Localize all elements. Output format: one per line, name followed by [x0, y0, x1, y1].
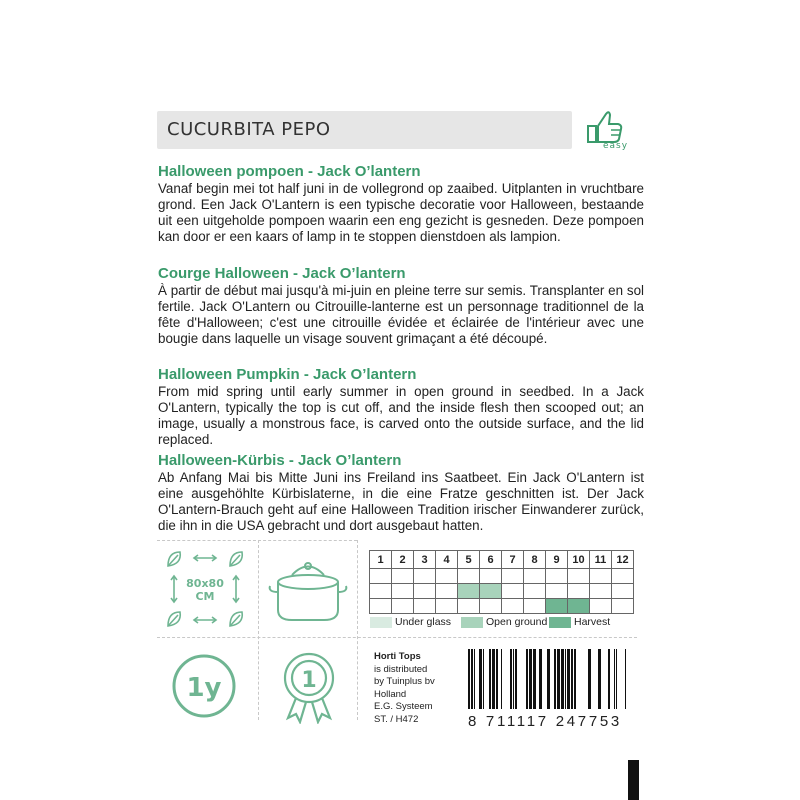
barcode-bar	[567, 649, 570, 709]
species-name: CUCURBITA PEPO	[167, 119, 331, 140]
divider	[157, 637, 637, 638]
section-german	[158, 452, 644, 534]
barcode-bar	[496, 649, 498, 709]
barcode-bar	[561, 649, 564, 709]
legend-harvest	[549, 616, 610, 628]
species-banner	[157, 111, 572, 149]
calendar-month-label: 8	[524, 551, 546, 569]
easy-label: easy	[603, 141, 629, 151]
calendar-cell	[568, 599, 590, 614]
section-title: Halloween-Kürbis - Jack O’lantern	[158, 452, 402, 469]
calendar-month-label: 1	[370, 551, 392, 569]
legend-swatch	[461, 617, 483, 628]
divider	[357, 540, 358, 720]
calendar-month-label: 7	[502, 551, 524, 569]
calendar-cell	[590, 599, 612, 614]
calendar-cell	[612, 599, 634, 614]
calendar-cell	[436, 599, 458, 614]
barcode	[468, 649, 634, 709]
calendar-cell	[392, 569, 414, 584]
calendar-cell	[458, 569, 480, 584]
spacing-unit: CM	[195, 590, 215, 603]
barcode-bar	[526, 649, 528, 709]
calendar-cell	[436, 569, 458, 584]
brand-name: Horti Tops	[374, 651, 421, 662]
cooking-pot-icon	[262, 548, 354, 632]
calendar-cell	[568, 584, 590, 599]
legend-label: Harvest	[574, 616, 611, 628]
calendar-cell	[414, 599, 436, 614]
barcode-bar	[554, 649, 556, 709]
lifecycle-value: 1y	[186, 673, 222, 703]
calendar-cell	[458, 584, 480, 599]
calendar-cell	[546, 584, 568, 599]
barcode-bar	[574, 649, 576, 709]
barcode-bar	[539, 649, 542, 709]
edge-mark	[628, 760, 639, 800]
barcode-bar	[483, 649, 484, 709]
calendar-cell	[524, 599, 546, 614]
calendar-cell	[524, 584, 546, 599]
calendar-cell	[612, 569, 634, 584]
barcode-bar	[571, 649, 573, 709]
calendar-month-label: 6	[480, 551, 502, 569]
barcode-bar	[513, 649, 514, 709]
section-title: Courge Halloween - Jack O’lantern	[158, 265, 406, 282]
calendar-month-label: 3	[414, 551, 436, 569]
calendar-cell	[414, 569, 436, 584]
barcode-bar	[616, 649, 617, 709]
section-title: Halloween Pumpkin - Jack O’lantern	[158, 366, 417, 383]
calendar-month-label: 5	[458, 551, 480, 569]
calendar-header-row	[370, 551, 634, 569]
divider	[157, 540, 357, 541]
section-dutch	[158, 163, 644, 245]
calendar-cell	[568, 569, 590, 584]
barcode-bar	[608, 649, 610, 709]
spacing-icon	[158, 546, 256, 632]
distributor-line: by Tuinplus bv	[374, 676, 435, 688]
calendar-cell	[436, 584, 458, 599]
sowing-calendar	[369, 550, 634, 614]
barcode-bar	[471, 649, 473, 709]
barcode-bar	[515, 649, 517, 709]
legend-open-ground	[461, 616, 547, 628]
calendar-month-label: 11	[590, 551, 612, 569]
award-ribbon-icon	[266, 648, 352, 724]
calendar-cell	[414, 584, 436, 599]
barcode-bar	[598, 649, 601, 709]
barcode-bar	[489, 649, 491, 709]
lifecycle-icon	[158, 646, 256, 722]
distributor-line: ST. / H472	[374, 713, 419, 725]
calendar-cell	[370, 569, 392, 584]
calendar-cell	[480, 584, 502, 599]
calendar-cell	[502, 599, 524, 614]
barcode-bar	[533, 649, 536, 709]
barcode-bar	[479, 649, 482, 709]
legend-label: Under glass	[395, 616, 452, 628]
barcode-number: 8 711117 247753	[468, 713, 622, 730]
barcode-bar	[474, 649, 475, 709]
calendar-cell	[370, 584, 392, 599]
calendar-cell	[612, 584, 634, 599]
calendar-month-label: 10	[568, 551, 590, 569]
barcode-bar	[614, 649, 615, 709]
section-english	[158, 366, 644, 448]
calendar-month-label: 9	[546, 551, 568, 569]
barcode-bar	[501, 649, 502, 709]
barcode-bar	[588, 649, 591, 709]
divider	[258, 540, 259, 720]
calendar-row-harvest	[370, 599, 634, 614]
calendar-month-label: 2	[392, 551, 414, 569]
calendar-cell	[590, 584, 612, 599]
distributor-line: Holland	[374, 688, 407, 700]
calendar-cell	[480, 569, 502, 584]
calendar-row-open-ground	[370, 584, 634, 599]
barcode-bar	[529, 649, 532, 709]
legend-swatch	[549, 617, 571, 628]
barcode-bar	[547, 649, 550, 709]
barcode-bar	[492, 649, 495, 709]
calendar-cell	[370, 599, 392, 614]
calendar-cell	[480, 599, 502, 614]
barcode-bar	[565, 649, 566, 709]
barcode-bar	[557, 649, 560, 709]
section-body: Vanaf begin mei tot half juni in de vollegrond op zaaibed. Uitplanten in vruchtbare grond. Een Jack O'Lantern is een typische decoratie voor Halloween, bestaande uit een uitgeholde pompoen waarin een eng gezicht is gesneden. Deze pompoen kan door er een kaars of lamp in te stoppen dienstdoen als lampion.	[158, 181, 644, 244]
calendar-cell	[546, 569, 568, 584]
calendar-cell	[458, 599, 480, 614]
barcode-bar	[510, 649, 512, 709]
section-french	[158, 265, 644, 347]
section-body: À partir de début mai jusqu'à mi-juin en pleine terre sur semis. Transplanter en sol fertile. Jack O'Lantern ou Citrouille-lanterne est un personnage traditionnel de la fête d'Halloween; c'est une citrouille évidée et éclairée de l'intérieur avec une bougie dans laquelle un visage souvent grimaçant a été découpé.	[158, 283, 644, 346]
section-title: Halloween pompoen - Jack O’lantern	[158, 163, 421, 180]
calendar-row-under-glass	[370, 569, 634, 584]
calendar-cell	[392, 584, 414, 599]
award-value: 1	[301, 668, 317, 693]
calendar-cell	[502, 569, 524, 584]
spacing-value: 80x80	[186, 577, 224, 590]
distributor-info	[374, 651, 435, 727]
calendar-cell	[502, 584, 524, 599]
calendar-cell	[590, 569, 612, 584]
calendar-cell	[392, 599, 414, 614]
distributor-line: E.G. Systeem	[374, 701, 433, 713]
section-body: From mid spring until early summer in open ground in seedbed. In a Jack O'Lantern, typically the top is cut off, and the inside flesh then scooped out; an image, usually a monstrous face, is carved onto the outside surface, and the lid replaced.	[158, 384, 644, 447]
calendar-cell	[524, 569, 546, 584]
calendar-month-label: 4	[436, 551, 458, 569]
legend-swatch	[370, 617, 392, 628]
legend-under-glass	[370, 616, 451, 628]
section-body: Ab Anfang Mai bis Mitte Juni ins Freiland ins Saatbeet. Ein Jack O'Lantern ist eine ausgehöhlte Kürbislaterne, in die eine Fratze geschnitten ist. Der Jack O'Lantern-Brauch geht auf eine Halloween Tradition irischer Einwanderer zurück, die ihn in die USA gebracht und dort ausgebaut hatten.	[158, 470, 644, 533]
calendar-cell	[546, 599, 568, 614]
calendar-month-label: 12	[612, 551, 634, 569]
barcode-bar	[625, 649, 626, 709]
barcode-bar	[468, 649, 470, 709]
legend-label: Open ground	[486, 616, 548, 628]
distributor-line: is distributed	[374, 663, 428, 675]
